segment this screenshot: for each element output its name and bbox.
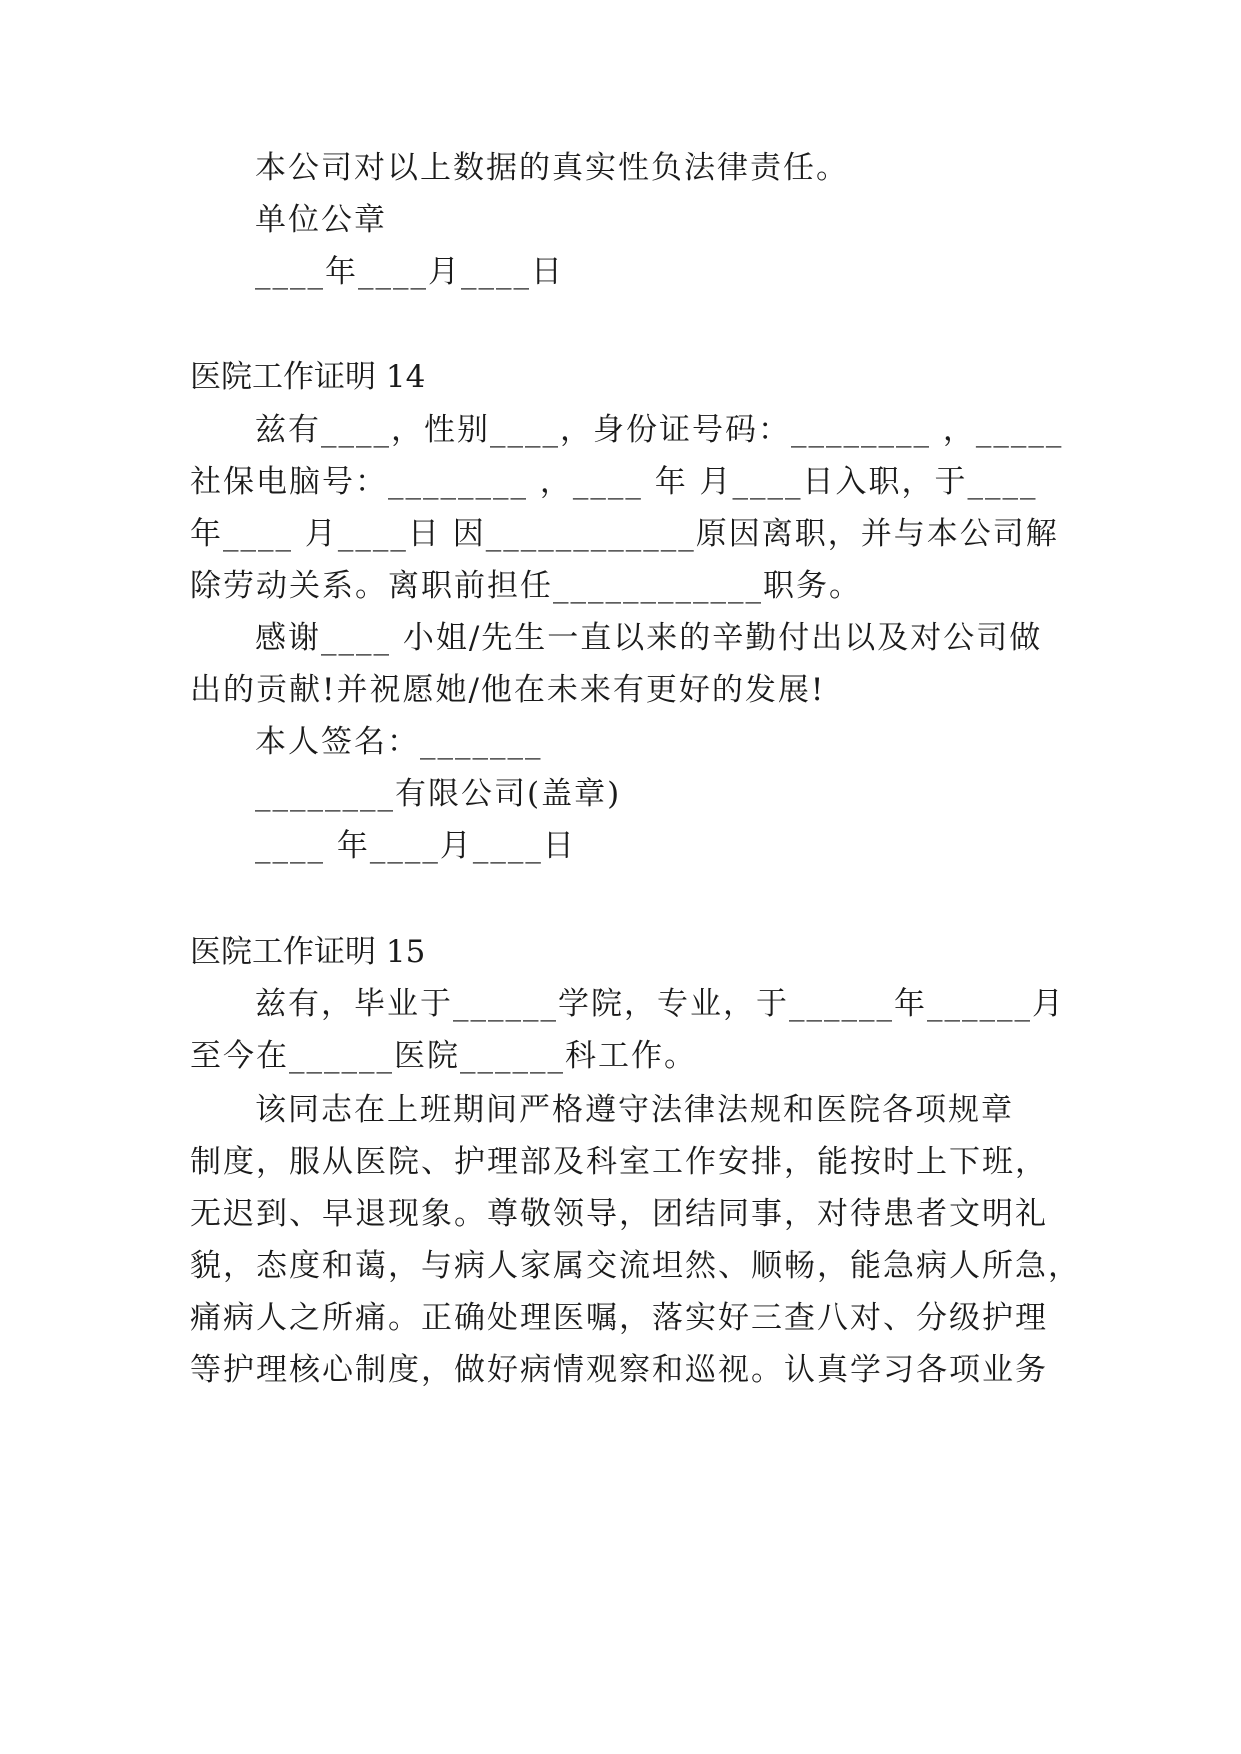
date-line: ____ 年____月____日 [255, 828, 576, 864]
section-title: 医院工作证明 15 [190, 934, 426, 970]
paragraph-line: 出的贡献!并祝愿她/他在未来有更好的发展! [190, 672, 826, 708]
paragraph-line: ____年____月____日 [255, 254, 564, 290]
paragraph-line: 痛病人之所痛。正确处理医嘱，落实好三查八对、分级护理 [190, 1300, 1048, 1336]
company-seal-line: ________有限公司(盖章) [255, 776, 622, 812]
paragraph-line: 制度，服从医院、护理部及科室工作安排，能按时上下班， [190, 1144, 1048, 1180]
paragraph-line: 年____ 月____日 因____________原因离职，并与本公司解 [190, 516, 1059, 552]
section-title: 医院工作证明 14 [190, 359, 426, 395]
paragraph-line: 兹有，毕业于______学院，专业，于______年______月 [255, 986, 1065, 1022]
paragraph-line: 社保电脑号：________ ，____ 年 月____日入职，于____ [190, 464, 1038, 500]
paragraph-line: 貌，态度和蔼，与病人家属交流坦然、顺畅，能急病人所急， [190, 1248, 1081, 1284]
paragraph-line: 除劳动关系。离职前担任____________职务。 [190, 568, 862, 604]
paragraph-line: 无迟到、早退现象。尊敬领导，团结同事，对待患者文明礼 [190, 1196, 1048, 1232]
paragraph-line: 至今在______医院______科工作。 [190, 1038, 697, 1074]
paragraph-line: 兹有____，性别____，身份证号码：________ ，_____ [255, 412, 1064, 448]
paragraph-line: 单位公章 [255, 202, 387, 238]
signature-line: 本人签名：_______ [255, 724, 543, 760]
paragraph-line: 本公司对以上数据的真实性负法律责任。 [255, 150, 849, 186]
paragraph-line: 等护理核心制度，做好病情观察和巡视。认真学习各项业务 [190, 1352, 1048, 1388]
paragraph-line: 感谢____ 小姐/先生一直以来的辛勤付出以及对公司做 [255, 620, 1043, 656]
paragraph-line: 该同志在上班期间严格遵守法律法规和医院各项规章 [255, 1092, 1014, 1128]
